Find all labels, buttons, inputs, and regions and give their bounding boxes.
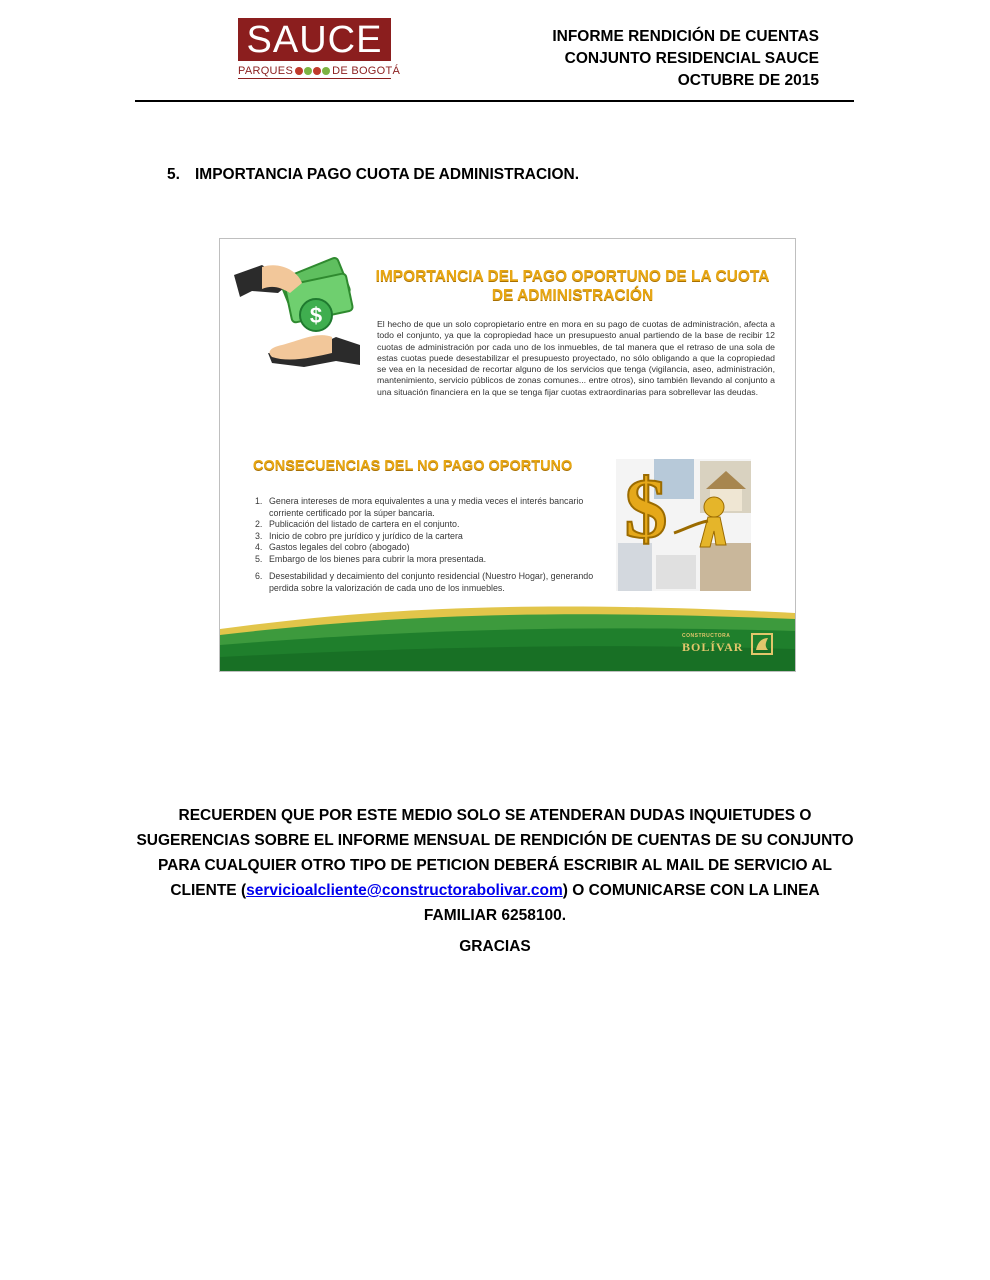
header-line-3: OCTUBRE DE 2015 xyxy=(677,72,819,89)
money-exchange-icon xyxy=(232,253,362,373)
report-header xyxy=(552,26,819,92)
logo-box xyxy=(238,18,391,61)
infographic-slide xyxy=(219,238,796,672)
notice-text-before: RECUERDEN QUE POR ESTE MEDIO SOLO SE ATENDERAN DUDAS INQUIETUDES O SUGERENCIAS SOBRE EL INFORME MENSUAL DE RENDICIÓN DE CUENTAS DE SU CONJUNTO PARA CUALQUIER OTRO TIPO DE PETICION DEBERÁ ESCRIBIR AL MAIL DE SERVICIO AL CLIENTE ( xyxy=(136,807,854,899)
list-item: 6. Desestabilidad y decaimiento del conjunto residencial (Nuestro Hogar), generando perdida sobre la valorización de cada uno de los inmuebles. xyxy=(255,571,594,593)
bolivar-small-label: CONSTRUCTORA xyxy=(682,633,731,639)
contact-notice xyxy=(135,803,855,928)
consequences-list xyxy=(255,496,600,594)
slide-paragraph: El hecho de que un solo copropietario entre en mora en su pago de cuotas de administración, afecta a todo el conjunto, ya que la copropiedad hace un presupuesto anual partiendo de la base de recibir 12 cuotas de administración por cada uno de los inmuebles, de tal manera que el retraso de una sola de estas cuotas puede desestabilizar el presupuesto proyectado, no sólo obligando a que la copropiedad se vea en la necesidad de recortar alguno de los servicios que tenga (vigilancia, aseo, administración, mantenimiento, servicio públicos de zonas comunes... entre otros), sino también llevando al conjunto a una situación financiera en la que se tenga fijar cuotas extraordinarias para sobrellevar las deudas. xyxy=(377,319,775,397)
sauce-logo xyxy=(238,18,401,80)
section-heading xyxy=(167,166,579,184)
svg-text:$: $ xyxy=(309,303,323,328)
logo-sub-right: DE BOGOTÁ xyxy=(332,65,401,77)
section-number: 5. xyxy=(167,166,180,183)
list-item: 1. Genera intereses de mora equivalentes a una y media veces el interés bancario corriente certificado por la súper bancaria. xyxy=(255,496,584,518)
bolivar-name: BOLÍVAR xyxy=(682,640,744,654)
slide-title-line-1: IMPORTANCIA DEL PAGO OPORTUNO DE LA CUOTA xyxy=(375,268,770,285)
thanks-text: GRACIAS xyxy=(459,938,531,955)
slide-title-line-2: DE ADMINISTRACIÓN xyxy=(491,287,654,304)
list-item: 4. Gastos legales del cobro (abogado) xyxy=(255,542,410,552)
header-line-2: CONJUNTO RESIDENCIAL SAUCE xyxy=(564,50,819,67)
header-rule xyxy=(135,100,854,102)
list-item: 2. Publicación del listado de cartera en el conjunto. xyxy=(255,519,460,529)
svg-text:$: $ xyxy=(624,460,668,556)
consequences-title: CONSECUENCIAS DEL NO PAGO OPORTUNO xyxy=(253,458,573,474)
constructora-bolivar-logo xyxy=(682,633,743,655)
list-item: 3. Inicio de cobro pre jurídico y jurídico de la cartera xyxy=(255,530,463,541)
logo-tree-icons xyxy=(295,67,330,75)
section-title: IMPORTANCIA PAGO CUOTA DE ADMINISTRACION. xyxy=(195,166,580,183)
logo-underline xyxy=(238,78,391,79)
logo-word: SAUCE xyxy=(246,18,383,61)
bolivar-emblem-icon xyxy=(750,632,774,656)
list-item: 5. Embargo de los bienes para cubrir la mora presentada. xyxy=(255,553,487,564)
notice-text-after: ) O COMUNICARSE CON LA LINEA FAMILIAR 6258100. xyxy=(423,882,820,924)
dollar-collage-image xyxy=(616,459,751,591)
logo-sub-left: PARQUES xyxy=(238,65,294,77)
header-line-1: INFORME RENDICIÓN DE CUENTAS xyxy=(552,28,819,45)
slide-title xyxy=(370,267,775,305)
customer-service-email-link[interactable]: servicioalcliente@constructorabolivar.com xyxy=(246,882,563,899)
